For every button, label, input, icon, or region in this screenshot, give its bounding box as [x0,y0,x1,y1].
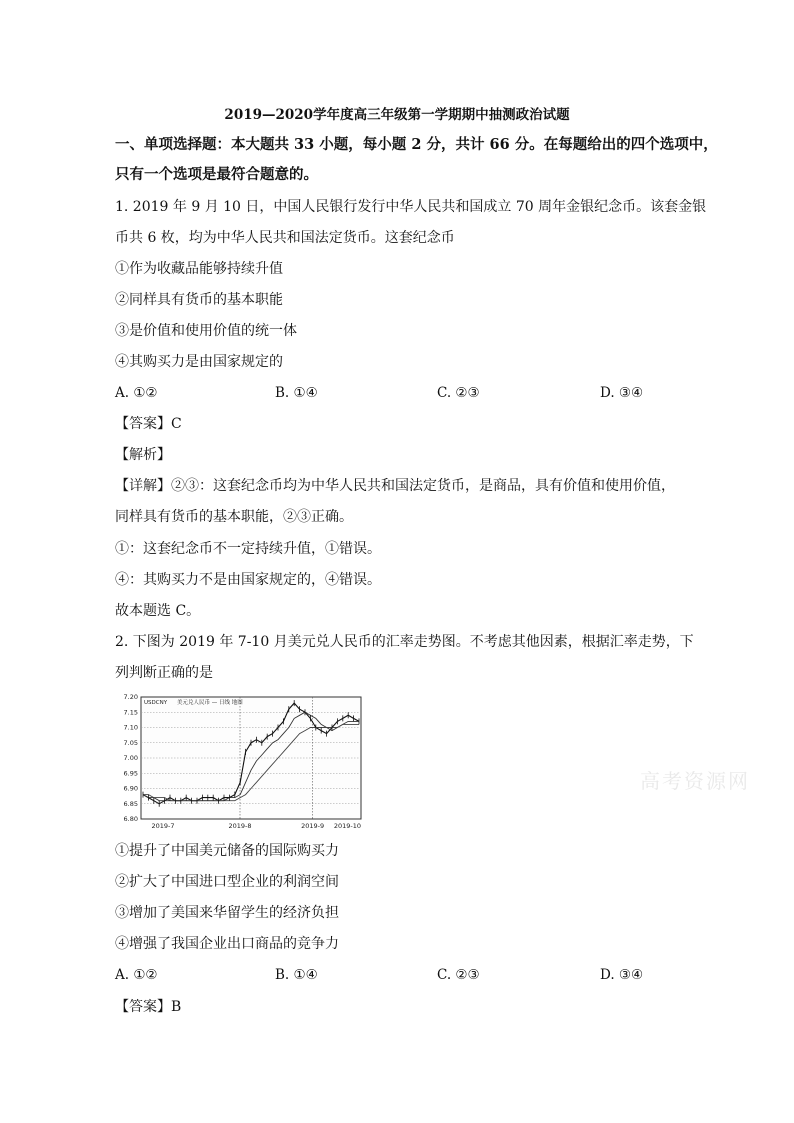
q1-stem-line-2: 币共 6 枚，均为中华人民共和国法定货币。这套纪念币 [115,230,455,246]
q1-detail-line-1: 【详解】②③：这套纪念币均为中华人民共和国法定货币，是商品，具有价值和使用价值， [115,478,675,494]
q1-detail-line-3: ①：这套纪念币不一定持续升值，①错误。 [115,541,381,557]
chart-title: 美元兑人民币 — 日线 地图 [177,700,243,706]
q1-option-d: D. ③④ [600,385,644,401]
x-tick-label: 2019-7 [151,822,175,830]
y-tick-label: 6.95 [123,769,138,778]
q2-option-c: C. ②③ [437,967,480,983]
q1-stem-line-1: 1. 2019 年 9 月 10 日，中国人民银行发行中华人民共和国成立 70 周年金银纪念币。该套金银 [115,199,707,215]
x-tick-label: 2019-10 [333,822,361,830]
y-tick-label: 7.20 [123,693,138,701]
chart-ticker: USDCNY [144,700,168,706]
q2-item-3: ③增加了美国来华留学生的经济负担 [115,905,339,921]
q2-answer: 【答案】B [115,999,182,1015]
q1-analysis-heading: 【解析】 [115,447,171,463]
q1-item-1: ①作为收藏品能够持续升值 [115,261,283,277]
q2-item-2: ②扩大了中国进口型企业的利润空间 [115,874,339,890]
section-heading-line-2: 只有一个选项是最符合题意的。 [115,166,318,183]
y-tick-label: 7.10 [123,723,138,732]
q2-option-d: D. ③④ [600,967,644,983]
section-heading-line-1: 一、单项选择题：本大题共 33 小题，每小题 2 分，共计 66 分。在每题给出的四个选项中， [115,136,718,153]
x-tick-label: 2019-8 [228,822,252,830]
q1-item-2: ②同样具有货币的基本职能 [115,292,283,308]
y-tick-label: 6.80 [123,815,138,823]
q1-item-3: ③是价值和使用价值的统一体 [115,323,297,339]
x-tick-label: 2019-9 [301,822,325,830]
q2-option-a: A. ①② [115,967,158,983]
doc-title: 2019—2020学年度高三年级第一学期期中抽测政治试题 [224,107,570,123]
q1-conclusion: 故本题选 C。 [115,603,201,619]
exchange-rate-chart [115,690,365,833]
q1-option-c: C. ②③ [437,385,480,401]
y-tick-label: 6.85 [123,799,138,808]
q1-option-a: A. ①② [115,385,158,401]
y-tick-label: 6.90 [123,784,138,793]
y-tick-label: 7.00 [123,754,138,762]
watermark-text: 高考资源网 [640,769,750,793]
q1-answer: 【答案】C [115,416,182,432]
y-tick-label: 7.05 [123,738,138,747]
q1-detail-line-2: 同样具有货币的基本职能，②③正确。 [115,509,353,525]
q1-detail-line-4: ④：其购买力不是由国家规定的，④错误。 [115,572,381,588]
q1-item-4: ④其购买力是由国家规定的 [115,354,283,370]
q2-item-4: ④增强了我国企业出口商品的竞争力 [115,936,339,952]
q2-option-b: B. ①④ [275,967,318,983]
q1-option-b: B. ①④ [275,385,318,401]
q2-item-1: ①提升了中国美元储备的国际购买力 [115,843,339,859]
exchange-rate-chart-svg [115,690,365,833]
q2-stem-line-2: 列判断正确的是 [115,665,213,681]
q2-stem-line-1: 2. 下图为 2019 年 7-10 月美元兑人民币的汇率走势图。不考虑其他因素，根据汇率走势，下 [115,634,694,650]
y-tick-label: 7.15 [123,708,138,717]
